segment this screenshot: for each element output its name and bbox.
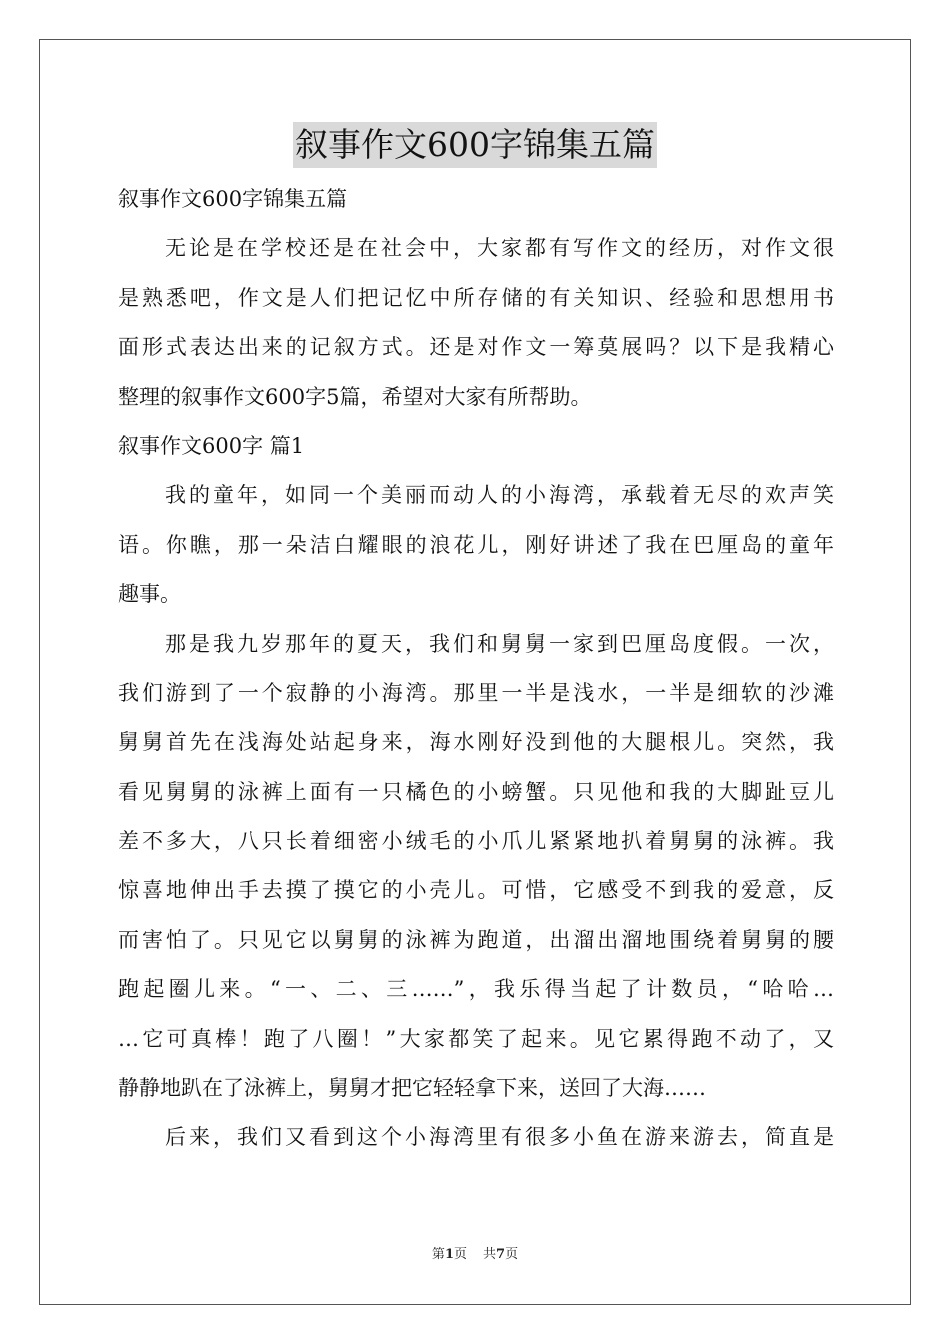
text-line: 而害怕了。只见它以舅舅的泳裤为跑道，出溜出溜地围绕着舅舅的腰	[118, 927, 834, 952]
text-line: 看见舅舅的泳裤上面有一只橘色的小螃蟹。只见他和我的大脚趾豆儿	[118, 779, 834, 804]
text-line: 叙事作文600字锦集五篇	[118, 187, 348, 211]
text-line: …它可真棒！跑了八圈！”大家都笑了起来。见它累得跑不动了，又	[118, 1026, 834, 1051]
text-line: 后来，我们又看到这个小海湾里有很多小鱼在游来游去，简直是	[165, 1125, 834, 1150]
page-total-prefix: 共	[483, 1247, 497, 1262]
text-line: 跑起圈儿来。“一、二、三……”，我乐得当起了计数员，“哈哈…	[118, 977, 834, 1002]
page-total-suffix: 页	[505, 1247, 519, 1262]
text-line: 是熟悉吧，作文是人们把记忆中所存储的有关知识、经验和思想用书	[118, 285, 834, 310]
text-line: 舅舅首先在浅海处站起身来，海水刚好没到他的大腿根儿。突然，我	[118, 730, 834, 755]
text-line: 那是我九岁那年的夏天，我们和舅舅一家到巴厘岛度假。一次，	[165, 631, 834, 656]
page-number-prefix: 第	[431, 1247, 445, 1262]
text-line: 整理的叙事作文600字5篇，希望对大家有所帮助。	[118, 384, 592, 409]
text-line: 无论是在学校还是在社会中，大家都有写作文的经历，对作文很	[165, 236, 834, 261]
page-footer	[0, 1246, 950, 1264]
text-line: 面形式表达出来的记叙方式。还是对作文一筹莫展吗？以下是我精心	[118, 335, 834, 360]
text-line: 语。你瞧，那一朵洁白耀眼的浪花儿，刚好讲述了我在巴厘岛的童年	[118, 532, 834, 557]
text-line: 趣事。	[118, 582, 181, 607]
text-line: 我们游到了一个寂静的小海湾。那里一半是浅水，一半是细软的沙滩	[118, 680, 834, 705]
document-title: 叙事作文600字锦集五篇	[293, 122, 657, 168]
page-total-count: 7	[496, 1247, 506, 1262]
page-number-current: 1	[444, 1247, 454, 1262]
document-body	[118, 175, 834, 1163]
text-line: 我的童年，如同一个美丽而动人的小海湾，承载着无尽的欢声笑	[165, 483, 834, 508]
text-line: 惊喜地伸出手去摸了摸它的小壳儿。可惜，它感受不到我的爱意，反	[118, 878, 834, 903]
text-line: 叙事作文600字 篇1	[118, 433, 305, 458]
text-line: 差不多大，八只长着细密小绒毛的小爪儿紧紧地扒着舅舅的泳裤。我	[118, 829, 834, 854]
title-container	[0, 122, 950, 168]
text-line: 静静地趴在了泳裤上，舅舅才把它轻轻拿下来，送回了大海……	[118, 1076, 706, 1101]
page-number-suffix: 页	[453, 1247, 467, 1262]
